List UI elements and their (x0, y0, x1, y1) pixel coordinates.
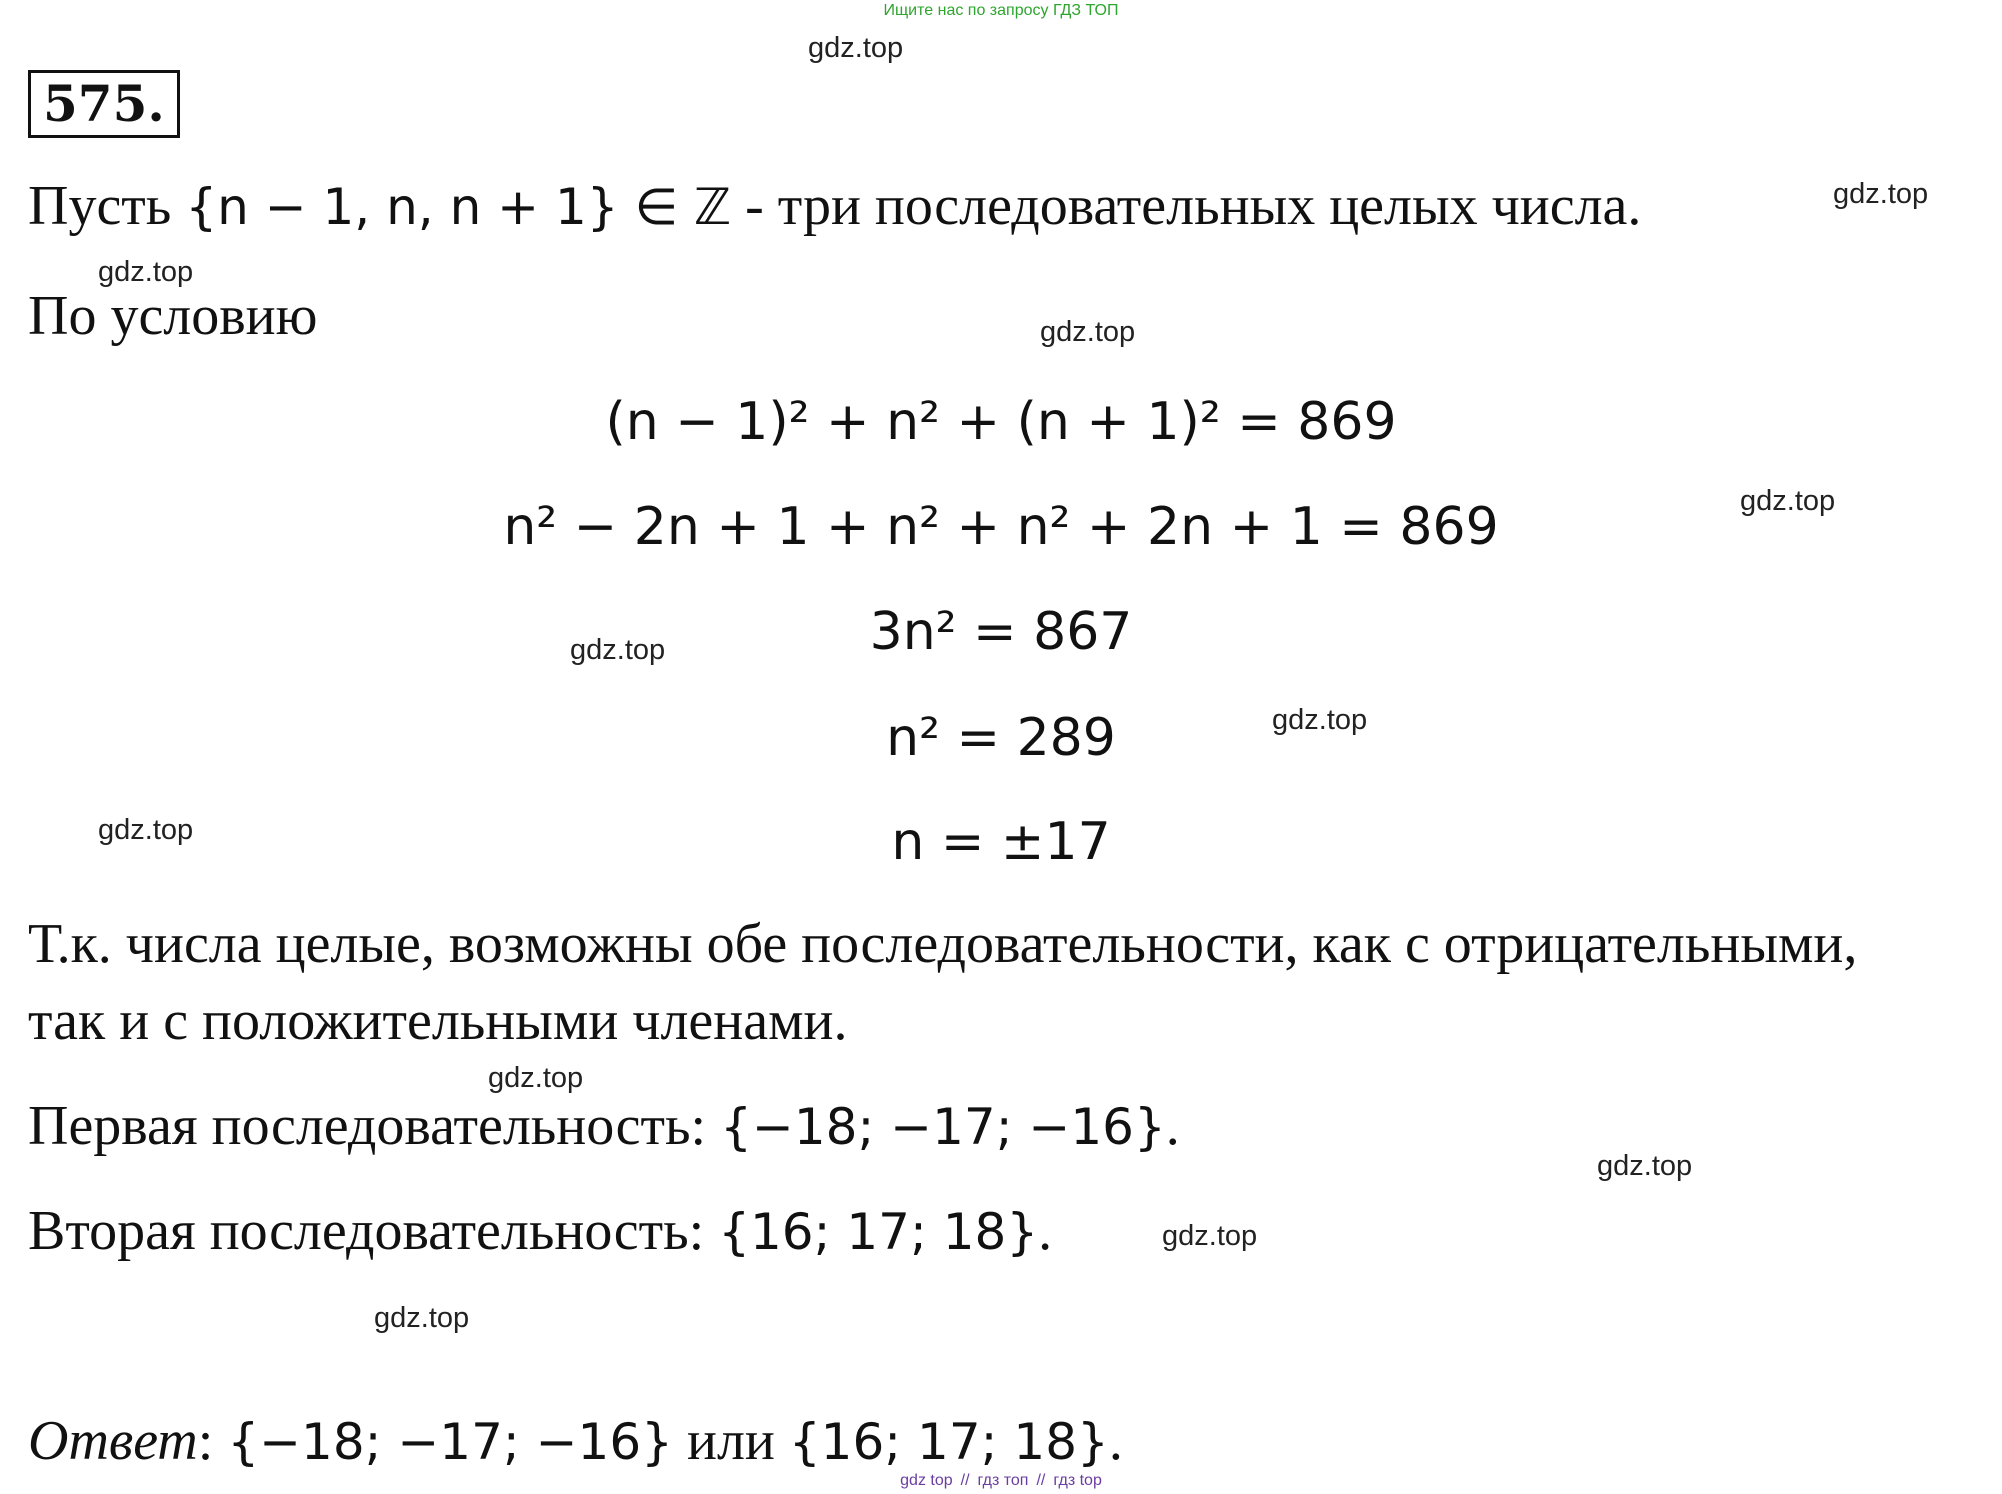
watermark: gdz.top (1597, 1150, 1693, 1182)
first-sequence (28, 1095, 1180, 1158)
watermark: gdz.top (1040, 316, 1136, 348)
watermark: gdz.top (1272, 704, 1368, 736)
condition-label: По условию (28, 285, 318, 347)
intro-suffix: - три последовательных целых числа. (731, 175, 1642, 237)
intro-line (28, 175, 1641, 238)
intro-set: {n − 1, n, n + 1} ∈ ℤ (185, 178, 732, 236)
bottom-banner-item: гдз топ (977, 1472, 1029, 1489)
watermark: gdz.top (98, 256, 194, 288)
equation-2 (0, 495, 2002, 559)
answer-label: Ответ (28, 1410, 198, 1472)
watermark: gdz.top (488, 1062, 584, 1094)
equation-4 (0, 706, 2002, 770)
first-sequence-end: . (1165, 1095, 1180, 1157)
bottom-banner (0, 1472, 2002, 1490)
second-sequence-label: Вторая последовательность: (28, 1200, 719, 1262)
equation-2-text: n² − 2n + 1 + n² + n² + 2n + 1 = 869 (503, 497, 1499, 557)
intro-prefix: Пусть (28, 175, 186, 237)
watermark: gdz.top (570, 634, 666, 666)
bottom-banner-item: gdz top (900, 1472, 953, 1489)
conclusion-line-2: так и с положительными членами. (28, 990, 848, 1052)
answer-colon: : (197, 1410, 228, 1472)
first-sequence-label: Первая последовательность: (28, 1095, 721, 1157)
second-sequence-value: {16; 17; 18} (718, 1203, 1039, 1261)
answer-or: или (672, 1410, 789, 1472)
answer-end: . (1108, 1410, 1123, 1472)
first-sequence-value: {−18; −17; −16} (720, 1098, 1166, 1156)
watermark: gdz.top (374, 1302, 470, 1334)
watermark: gdz.top (1740, 485, 1836, 517)
equation-3-text: 3n² = 867 (869, 602, 1133, 662)
watermark: gdz.top (1833, 178, 1929, 210)
watermark: gdz.top (808, 32, 904, 64)
equation-5 (0, 810, 2002, 874)
equation-4-text: n² = 289 (886, 708, 1116, 768)
bottom-banner-separator: // (960, 1472, 970, 1489)
top-banner: Ищите нас по запросу ГДЗ ТОП (883, 2, 1119, 19)
answer-value-2: {16; 17; 18} (788, 1413, 1109, 1471)
conclusion-line-1: Т.к. числа целые, возможны обе последовательности, как с отрицательными, (28, 913, 1858, 975)
watermark: gdz.top (98, 814, 194, 846)
second-sequence (28, 1200, 1052, 1263)
equation-1 (0, 390, 2002, 454)
bottom-banner-item: гдз top (1053, 1472, 1102, 1489)
second-sequence-end: . (1038, 1200, 1053, 1262)
watermark: gdz.top (1162, 1220, 1258, 1252)
equation-5-text: n = ±17 (891, 812, 1111, 872)
equation-1-text: (n − 1)² + n² + (n + 1)² = 869 (605, 392, 1397, 452)
problem-number: 575. (28, 70, 180, 138)
bottom-banner-separator: // (1036, 1472, 1046, 1489)
answer-line (28, 1410, 1123, 1473)
equation-3 (0, 600, 2002, 664)
answer-value-1: {−18; −17; −16} (227, 1413, 673, 1471)
